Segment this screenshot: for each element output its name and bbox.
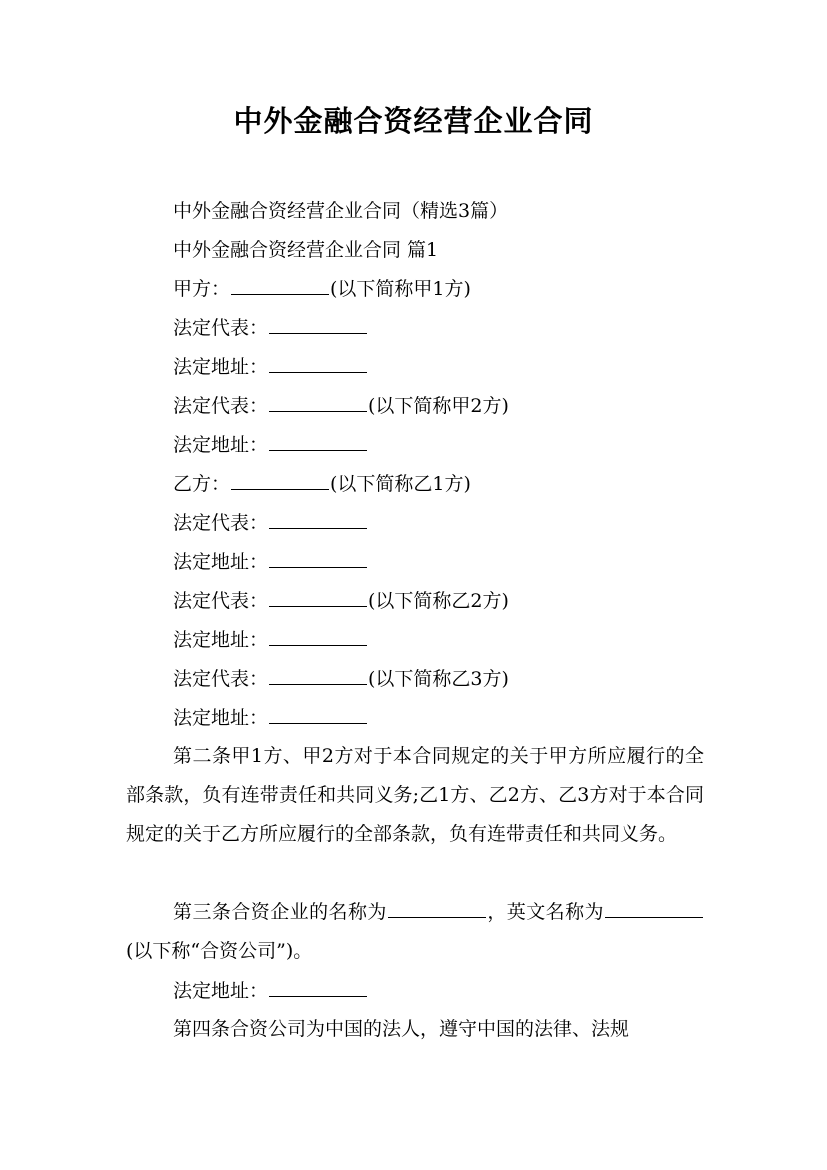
legal-addr-label: 法定地址： — [173, 629, 269, 651]
party-b-blank — [231, 471, 329, 490]
party-b-note: (以下简称乙1方) — [330, 473, 471, 495]
legal-rep-line — [173, 393, 509, 419]
party-a2-note: (以下简称甲2方) — [368, 395, 509, 417]
legal-rep-blank — [269, 315, 367, 334]
legal-rep-line — [173, 666, 509, 692]
legal-addr-blank — [269, 978, 367, 997]
article-3-paragraph — [126, 893, 704, 971]
party-b3-note: (以下简称乙3方) — [368, 668, 509, 690]
party-a-label: 甲方： — [173, 278, 231, 300]
party-b-label: 乙方： — [173, 473, 231, 495]
legal-rep-label: 法定代表： — [173, 317, 269, 339]
legal-rep-label: 法定代表： — [173, 395, 269, 417]
english-name-blank — [605, 899, 703, 918]
legal-addr-blank — [269, 354, 367, 373]
article-4-paragraph: 第四条合资公司为中国的法人，遵守中国的法律、法规 — [173, 1018, 630, 1040]
legal-rep-line — [173, 510, 368, 536]
legal-addr-line — [173, 354, 368, 380]
legal-addr-line — [173, 705, 368, 731]
article-3-text-end: (以下称“合资公司”)。 — [126, 940, 313, 962]
legal-addr-line — [173, 549, 368, 575]
legal-rep-blank — [269, 666, 367, 685]
legal-rep-blank — [269, 393, 367, 412]
legal-rep-blank — [269, 588, 367, 607]
legal-rep-label: 法定代表： — [173, 590, 269, 612]
legal-addr-blank — [269, 432, 367, 451]
party-b2-note: (以下简称乙2方) — [368, 590, 509, 612]
legal-addr-blank — [269, 549, 367, 568]
legal-rep-label: 法定代表： — [173, 512, 269, 534]
legal-addr-label: 法定地址： — [173, 551, 269, 573]
legal-addr-line — [173, 978, 368, 1004]
legal-rep-blank — [269, 510, 367, 529]
legal-addr-label: 法定地址： — [173, 707, 269, 729]
legal-addr-label: 法定地址： — [173, 434, 269, 456]
party-b-line — [173, 471, 471, 497]
legal-addr-line — [173, 432, 368, 458]
party-a-line — [173, 276, 471, 302]
article-3-text: 第三条合资企业的名称为 — [173, 901, 387, 923]
company-name-blank — [388, 899, 486, 918]
document-subtitle: 中外金融合资经营企业合同（精选3篇） — [173, 200, 509, 222]
document-title: 中外金融合资经营企业合同 — [233, 104, 594, 138]
legal-addr-label: 法定地址： — [173, 980, 269, 1002]
legal-addr-line — [173, 627, 368, 653]
legal-rep-line — [173, 315, 368, 341]
legal-rep-label: 法定代表： — [173, 668, 269, 690]
legal-addr-blank — [269, 705, 367, 724]
legal-rep-line — [173, 588, 509, 614]
party-a-blank — [231, 276, 329, 295]
article-2-paragraph: 第二条甲1方、甲2方对于本合同规定的关于甲方所应履行的全部条款，负有连带责任和共同义务;乙1方、乙2方、乙3方对于本合同规定的关于乙方所应履行的全部条款，负有连带责任和共同义务。 — [126, 745, 704, 845]
legal-addr-label: 法定地址： — [173, 356, 269, 378]
legal-addr-blank — [269, 627, 367, 646]
section-heading: 中外金融合资经营企业合同 篇1 — [173, 239, 439, 261]
party-a-note: (以下简称甲1方) — [330, 278, 471, 300]
article-3-text-english: ，英文名称为 — [486, 901, 604, 923]
